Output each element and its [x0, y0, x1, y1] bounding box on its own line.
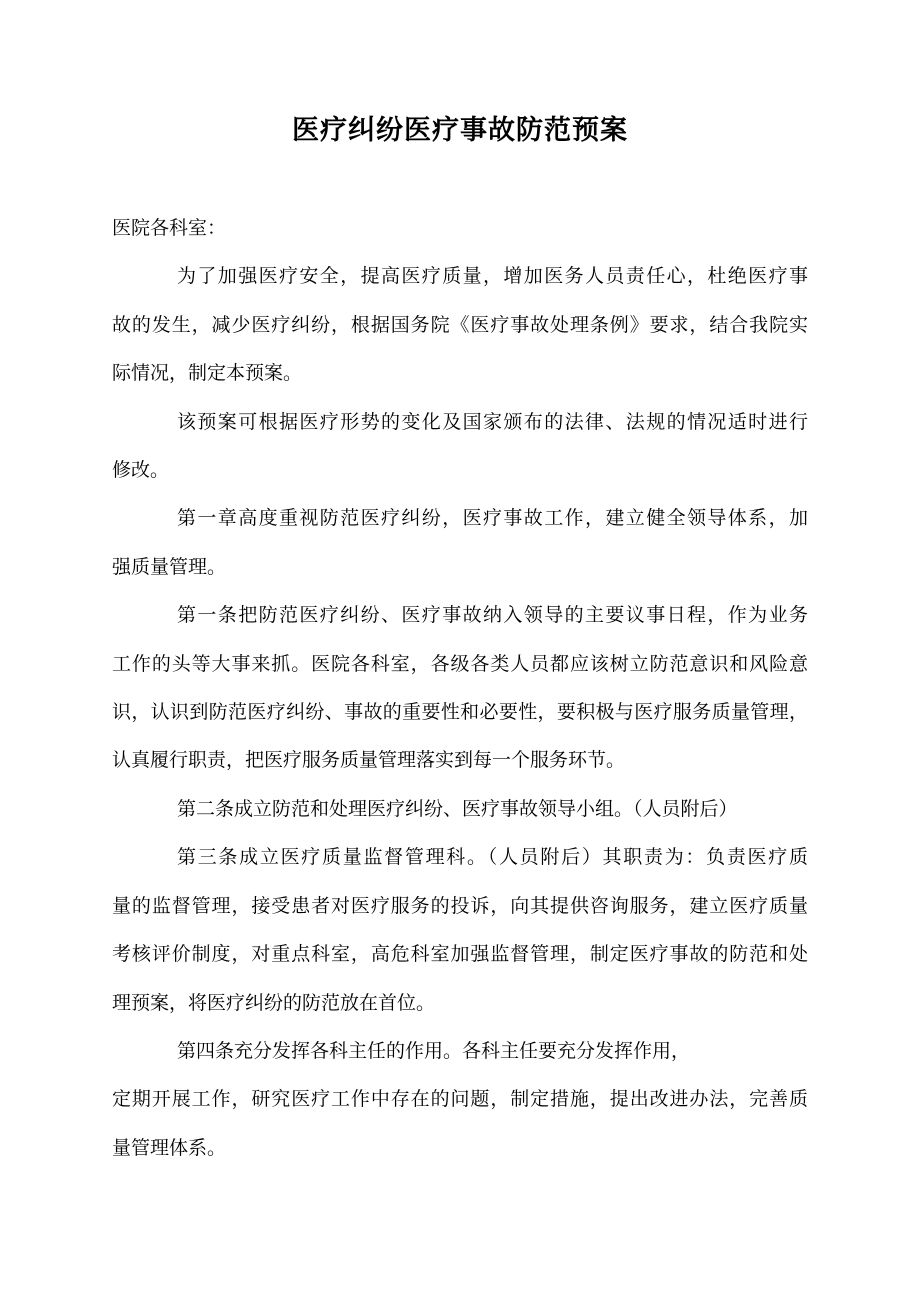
paragraph-line: 第三条成立医疗质量监督管理科。（人员附后）其职责为：负责医疗质 [177, 847, 808, 869]
paragraph [112, 253, 808, 398]
paragraph [112, 592, 808, 786]
paragraph-line: 工作的头等大事来抓。医院各科室，各级各类人员都应该树立防范意识和风险意 [112, 653, 808, 675]
paragraph-line: 定期开展工作，研究医疗工作中存在的问题，制定措施，提出改进办法，完善质 [112, 1089, 808, 1111]
document-title: 医疗纠纷医疗事故防范预案 [292, 115, 628, 145]
paragraph [112, 399, 808, 496]
paragraph-line: 为了加强医疗安全，提高医疗质量，增加医务人员责任心，杜绝医疗事 [177, 266, 808, 288]
paragraph-line: 故的发生，减少医疗纠纷，根据国务院《医疗事故处理条例》要求，结合我院实 [112, 314, 808, 336]
paragraph [112, 495, 808, 592]
paragraph-line: 际情况，制定本预案。 [112, 363, 303, 385]
paragraph-line: 第二条成立防范和处理医疗纠纷、医疗事故领导小组。（人员附后） [177, 798, 738, 820]
paragraph [112, 1076, 808, 1173]
paragraph-line: 认真履行职责，把医疗服务质量管理落实到每一个服务环节。 [112, 750, 626, 772]
paragraph-line: 第四条充分发挥各科主任的作用。各科主任要充分发挥作用， [177, 1040, 691, 1062]
paragraph-line: 识，认识到防范医疗纠纷、事故的重要性和必要性，要积极与医疗服务质量管理， [112, 702, 808, 724]
paragraph-line: 理预案，将医疗纠纷的防范放在首位。 [112, 992, 436, 1014]
paragraph [112, 205, 808, 253]
paragraph-line: 量管理体系。 [112, 1137, 227, 1159]
paragraph-line: 量的监督管理，接受患者对医疗服务的投诉，向其提供咨询服务，建立医疗质量 [112, 895, 808, 917]
paragraph [112, 834, 808, 1028]
paragraph-line: 修改。 [112, 460, 170, 482]
paragraph [112, 786, 808, 834]
document-body [112, 205, 808, 1173]
paragraph-line: 第一条把防范医疗纠纷、医疗事故纳入领导的主要议事日程，作为业务 [177, 605, 808, 627]
paragraph [112, 1028, 808, 1076]
paragraph-line: 强质量管理。 [112, 556, 227, 578]
paragraph-line: 医院各科室： [112, 218, 227, 239]
paragraph-line: 考核评价制度，对重点科室，高危科室加强监督管理，制定医疗事故的防范和处 [112, 944, 808, 966]
paragraph-line: 该预案可根据医疗形势的变化及国家颁布的法律、法规的情况适时进行 [177, 411, 808, 433]
paragraph-line: 第一章高度重视防范医疗纠纷，医疗事故工作，建立健全领导体系，加 [177, 508, 808, 530]
